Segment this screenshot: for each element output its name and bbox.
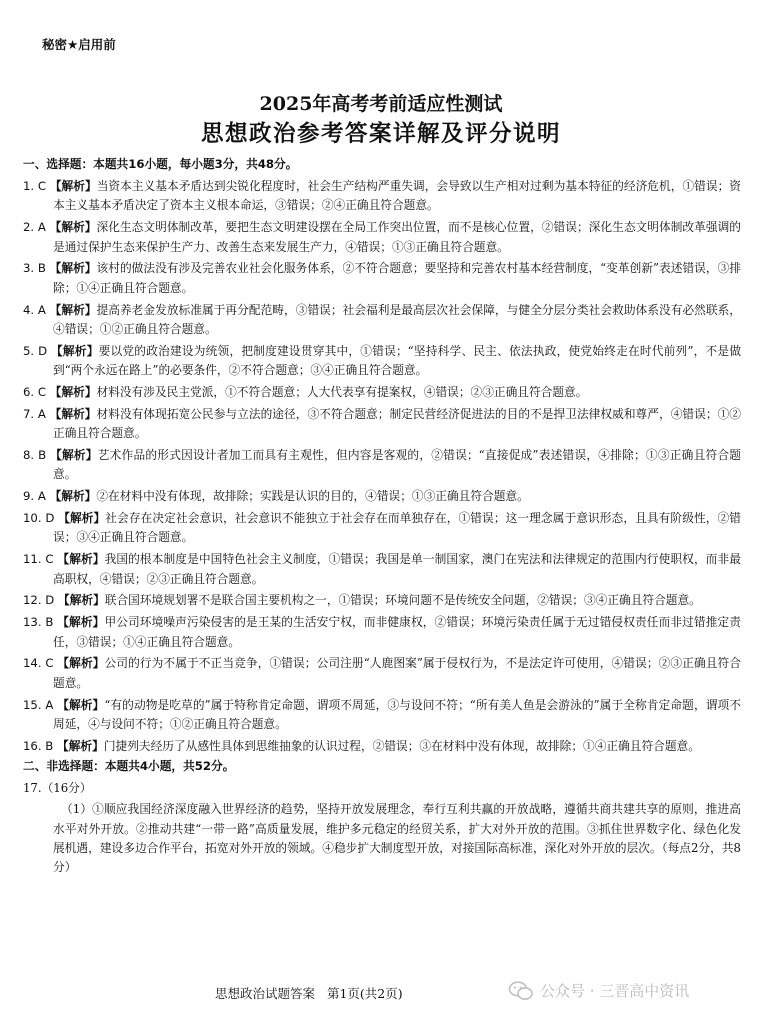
choice-answer-item [23,654,741,693]
choice-answer-item [23,696,741,735]
answer-number: 4. A [23,302,46,317]
analysis-text: 艺术作品的形式因设计者加工而具有主观性，但内容是客观的，②错误；“直接促成”表述错误，④排除；①③正确且符合题意。 [53,448,741,482]
analysis-tag: 【解析】 [50,448,98,462]
analysis-text: 社会存在决定社会意识，社会意识不能独立于社会存在而单独存在，①错误；这一理念属于意识形态，且具有阶级性，②错误；③④正确且符合题意。 [53,511,741,545]
answer-number: 11. C [23,552,54,567]
answer-number: 15. A [23,697,54,712]
page-footer [215,984,403,1002]
wechat-icon [508,981,534,1001]
answer-number: 9. A [23,489,46,504]
exam-title: 2025年高考考前适应性测试 [259,93,503,115]
choice-answer-item [23,177,741,216]
choice-answer-item [23,509,741,548]
doc-title: 思想政治参考答案详解及评分说明 [200,121,561,147]
analysis-text: 当资本主义基本矛盾达到尖锐化程度时，社会生产结构严重失调，会导致以生产相对过剩为基本特征的经济危机，①错误；资本主义基本矛盾决定了资本主义根本命运，③错误；②④正确且符合题意。 [53,178,741,213]
choice-answer-item [23,487,741,506]
analysis-text: 深化生态文明体制改革，要把生态文明建设摆在全局工作突出位置，而不是核心位置，②错误；深化生态文明体制改革强调的是通过保护生态来保护生产力、改善生态来发展生产力，④错误；①③正确且符合题意。 [53,220,741,254]
analysis-tag: 【解析】 [49,261,97,276]
analysis-tag: 【解析】 [49,406,97,421]
analysis-text: ②在材料中没有体现，故排除；实践是认识的目的，④错误；①③正确且符合题意。 [96,489,529,504]
analysis-tag: 【解析】 [58,511,106,525]
analysis-text: 公司的行为不属于不正当竞争，①错误；公司注册“人鹿图案”属于侵权行为，不是法定许可使用，④错误；②③正确且符合题意。 [53,656,741,690]
analysis-tag: 【解析】 [49,385,97,399]
analysis-text: 我国的根本制度是中国特色社会主义制度，①错误；我国是单一制国家，澳门在宪法和法律规定的范围内行使职权，而非最高职权，④错误；②③正确且符合题意。 [53,552,741,586]
analysis-text: 材料没有涉及民主党派，①不符合题意；人大代表享有提案权，④错误；②③正确且符合题意。 [96,385,588,399]
choice-answer-item [23,613,741,652]
answer-number: 6. C [23,385,47,399]
analysis-tag: 【解析】 [49,489,97,504]
answer-number: 14. C [23,656,54,671]
analysis-tag: 【解析】 [57,552,105,567]
analysis-tag: 【解析】 [51,343,99,358]
analysis-text: 提高养老金发放标准属于再分配范畴，③错误；社会福利是最高层次社会保障，与健全分层分类社会救助体系没有必然联系，④错误；①②正确且符合题意。 [53,302,741,336]
choice-answer-item [23,383,741,402]
choice-answer-item [23,259,741,298]
analysis-tag: 【解析】 [57,738,104,753]
choice-answer-item [23,591,741,610]
analysis-text: 材料没有体现拓宽公民参与立法的途径，③不符合题意；制定民营经济促进法的目的不是捍卫法律权威和尊严，④错误；①②正确且符合题意。 [53,406,741,441]
analysis-text: 联合国环境规划署不是联合国主要机构之一，①错误；环境问题不是传统安全问题，②错误；③④正确且符合题意。 [104,593,701,608]
choice-answer-list [23,177,741,756]
footer-page-number: 第1页(共2页) [326,986,403,1001]
footer-doc-name: 思想政治试题答案 [215,986,316,1001]
analysis-tag: 【解析】 [49,178,97,193]
analysis-tag: 【解析】 [58,593,105,608]
choice-answer-item [23,446,741,485]
watermark-text: 公众号 · 三晋高中资讯 [540,982,690,1000]
analysis-text: 要以党的政治建设为统领，把制度建设贯穿其中，①错误；“坚持科学、民主、依法执政，使党始终走在时代前列”，不是做到“两个永远在路上”的必要条件，②不符合题意；③④正确且符合题意。 [53,343,742,378]
answer-number: 13. B [23,615,54,630]
answer-number: 16. B [23,738,54,753]
answer-number: 2. A [23,220,46,235]
answer-number: 5. D [23,343,48,358]
answer-number: 10. D [23,511,55,525]
section-heading-nonchoice: 二、非选择题：本题共4小题，共52分。 [23,759,235,774]
answer-number: 1. C [23,178,47,193]
answer-number: 8. B [23,448,47,462]
analysis-tag: 【解析】 [49,220,97,235]
answer-number: 3. B [23,261,46,276]
choice-answer-item [23,737,741,756]
analysis-tag: 【解析】 [57,615,105,630]
analysis-tag: 【解析】 [49,302,97,317]
analysis-text: 门捷列夫经历了从感性具体到思维抽象的认识过程，②错误；③在材料中没有体现，故排除；①④正确且符合题意。 [103,738,700,753]
answer-number: 7. A [23,406,46,421]
answer-number: 12. D [23,593,55,608]
secret-label: 秘密★启用前 [42,37,116,52]
analysis-text: 该村的做法没有涉及完善农业社会化服务体系，②不符合题意；要坚持和完善农村基本经营制度，“变革创新”表述错误，③排除；①④正确且符合题意。 [53,261,742,295]
choice-answer-item [23,301,741,340]
analysis-tag: 【解析】 [57,697,105,712]
answer-content [23,154,741,878]
analysis-text: “有的动物是吃草的”属于特称肯定命题，谓项不周延，③与设问不符；“所有美人鱼是会游泳的”属于全称肯定命题，谓项不周延，④与设问不符；①②正确且符合题意。 [53,697,741,732]
choice-answer-item [23,405,741,444]
watermark [508,980,689,1001]
section-heading-choice: 一、选择题：本题共16小题，每小题3分，共48分。 [23,157,298,171]
analysis-tag: 【解析】 [57,656,105,671]
analysis-text: 甲公司环境噪声污染侵害的是王某的生活安宁权，而非健康权，②错误；环境污染责任属于无过错侵权责任而非过错推定责任，③错误；①④正确且符合题意。 [53,615,741,649]
choice-answer-item [23,550,741,589]
question-17-heading: 17.（16分） [23,780,92,795]
choice-answer-item [23,218,741,257]
question-17-part1: （1）①顺应我国经济深度融入世界经济的趋势，坚持开放发展理念，奉行互利共赢的开放战略，遵循共商共建共享的原则，推进高水平对外开放。②推动共建“一带一路”高质量发展，维护多元稳定的经贸关系，扩大对外开放的范围。③抓住世界数字化、绿色化发展机遇，建设多边合作平台，拓宽对外开放的领域。④稳步扩大制度型开放，对接国际高标准，深化对外开放的层次。（每点2分，共8分） [53,802,741,875]
choice-answer-item [23,342,741,381]
